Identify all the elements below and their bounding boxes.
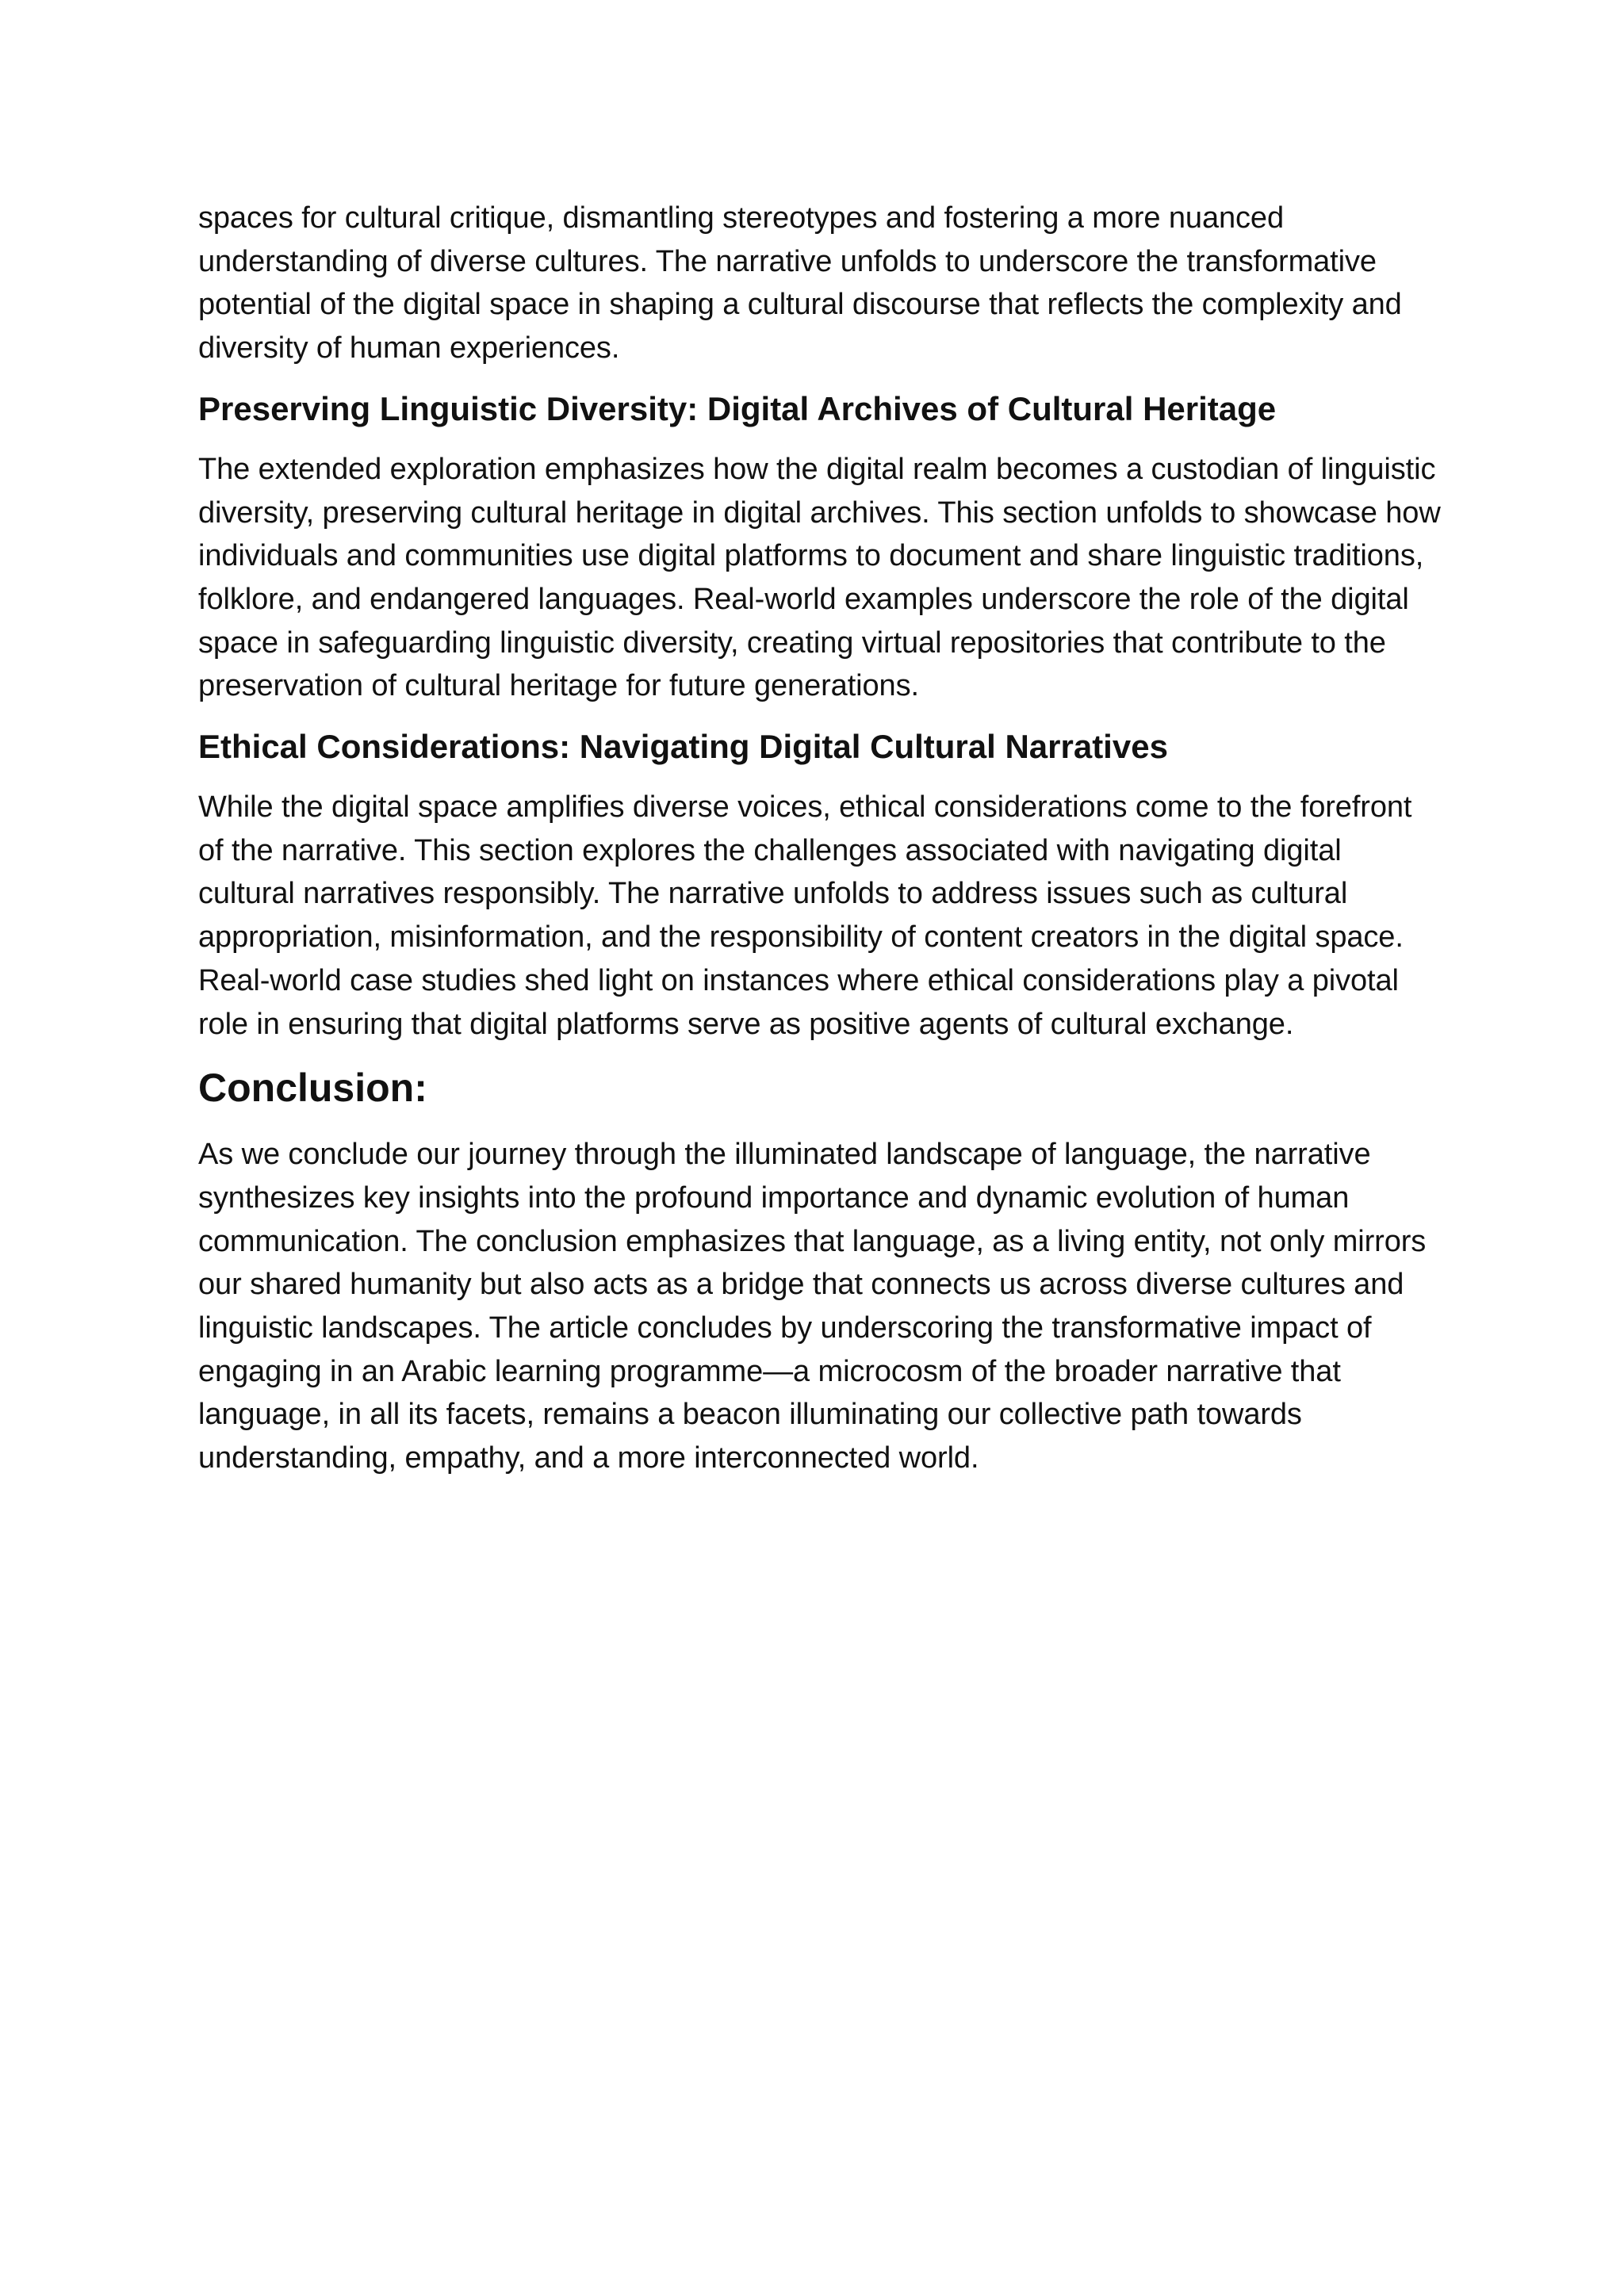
conclusion-heading: Conclusion: bbox=[198, 1066, 427, 1111]
section-paragraph-linguistic-diversity: The extended exploration emphasizes how the digital realm becomes a custodian of linguistic diversity, preserving cultural heritage in digital archives. This section unfolds to showcase how individuals and communities use digital platforms to document and share linguistic traditions, folklore, and endangered languages. Real-world examples underscore the role of the digital space in safeguarding linguistic diversity, creating virtual repositories that contribute to the preservation of cultural heritage for future generations. bbox=[198, 452, 1441, 703]
section-heading-ethical-considerations: Ethical Considerations: Navigating Digital Cultural Narratives bbox=[198, 728, 1168, 766]
section-paragraph-ethical-considerations: While the digital space amplifies diverse voices, ethical considerations come to the forefront of the narrative. This section explores the challenges associated with navigating digital cultural narratives responsibly. The narrative unfolds to address issues such as cultural appropriation, misinformation, and the responsibility of content creators in the digital space. Real-world case studies shed light on instances where ethical considerations play a pivotal role in ensuring that digital platforms serve as positive agents of cultural exchange. bbox=[198, 790, 1412, 1041]
page-content bbox=[198, 197, 1443, 1480]
conclusion-paragraph: As we conclude our journey through the illuminated landscape of language, the narrative synthesizes key insights into the profound importance and dynamic evolution of human communication. The conclusion emphasizes that language, as a living entity, not only mirrors our shared humanity but also acts as a bridge that connects us across diverse cultures and linguistic landscapes. The article concludes by underscoring the transformative impact of engaging in an Arabic learning programme—a microcosm of the broader narrative that language, in all its facets, remains a beacon illuminating our collective path towards understanding, empathy, and a more interconnected world. bbox=[198, 1138, 1427, 1475]
section-heading-linguistic-diversity: Preserving Linguistic Diversity: Digital Archives of Cultural Heritage bbox=[198, 389, 1277, 427]
intro-paragraph: spaces for cultural critique, dismantling stereotypes and fostering a more nuanced understanding of diverse cultures. The narrative unfolds to underscore the transformative potential of the digital space in shaping a cultural discourse that reflects the complexity and diversity of human experiences. bbox=[198, 201, 1402, 365]
